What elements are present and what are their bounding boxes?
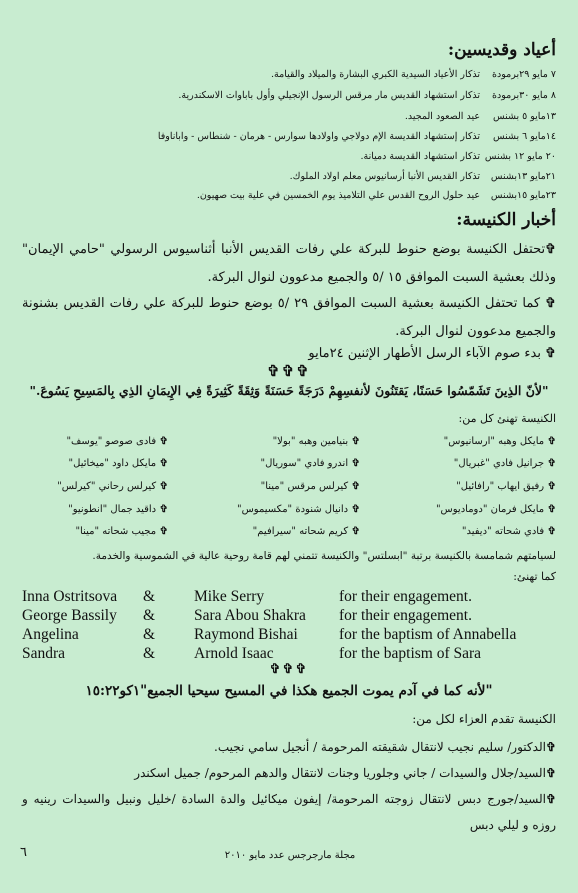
- name-a: George Bassily: [22, 607, 117, 624]
- ordinand-cell: ✞ كريم شحاته "سيرافيم": [252, 526, 360, 537]
- condolence-item: ✞السيد/جلال والسيدات / جاني وجلوريا وجنات لانتقال والدهم المرحوم/ جميل اسكندر: [134, 766, 556, 780]
- ordinand-cell: ✞ مايكل وهبه "ارسانيوس": [443, 436, 556, 447]
- occasion: for the baptism of Annabella: [339, 626, 517, 643]
- name-b: Sara Abou Shakra: [194, 607, 306, 624]
- ordinand-cell: ✞ دانيال شنودة "مكسيموس": [236, 504, 360, 515]
- cross-icon: ✞: [156, 458, 168, 469]
- cross-icon: ✞: [348, 526, 360, 537]
- name-b: Mike Serry: [194, 588, 265, 605]
- feast-date: ١٤مايو ٦ بشنس: [492, 131, 556, 142]
- condolence-item: ✞السيد/جورج دبس لانتقال زوجته المرحومة/ إيفون ميكائيل والدة السادة /خليل ونبيل والسيدات رينيه و روزه و ليلي دبس: [22, 792, 556, 832]
- ordinand-cell: ✞ فادى صوصو "يوسف": [66, 436, 168, 447]
- cross-icon: ✞: [156, 481, 168, 492]
- news-heading: أخبار الكنيسة:: [456, 210, 556, 230]
- occasion: for their engagement.: [339, 588, 472, 605]
- cross-icon: ✞: [545, 792, 556, 806]
- condolences-intro: الكنيسة تقدم العزاء لكل من:: [412, 712, 556, 726]
- ordinand-cell: ✞ جرانيل فادي "غبريال": [453, 458, 556, 469]
- cross-divider: ✞✞✞: [269, 662, 309, 677]
- ordinand-cell: ✞ بنيامين وهبه "بولا": [272, 436, 360, 447]
- congrats-intro: الكنيسة تهنئ كل من:: [458, 412, 556, 425]
- feast-date: ٢٣مايو ١٥بشنس: [490, 190, 556, 201]
- cross-icon: ✞: [545, 346, 556, 361]
- occasion: for the baptism of Sara: [339, 645, 482, 662]
- cross-icon: ✞: [348, 481, 360, 492]
- news-text: بدء صوم الآباء الرسل الأطهار الإثنين ٢٤مايو: [308, 346, 541, 361]
- ordinand-cell: ✞ رفيق ايهاب "رافائيل": [456, 481, 556, 492]
- occasion: for their engagement.: [339, 607, 472, 624]
- news-text: كما تحتفل الكنيسة بعشية السبت الموافق ٢٩ /٥ بوضع حنوط للبركة علي رفات القديس بشنونة والجميع مدعوون لنوال البركة.: [22, 296, 556, 339]
- ordinand-cell: ✞ مجيب شحاته "مينا": [75, 526, 168, 537]
- feast-date: ٨ مايو ٣٠برمودة: [492, 90, 556, 101]
- feast-date: ٢٠ مايو ١٢ بشنس: [484, 151, 556, 162]
- cross-icon: ✞: [544, 436, 556, 447]
- cross-icon: ✞: [545, 296, 556, 311]
- name-a: Angelina: [22, 626, 79, 643]
- feast-text: عيد حلول الروح القدس علي التلاميذ يوم الخمسين في علية بيت صهيون.: [196, 190, 480, 201]
- ampersand: &: [143, 645, 156, 662]
- ordinand-cell: ✞ كيرلس رحاني "كيرلس": [57, 481, 168, 492]
- ampersand: &: [143, 607, 156, 624]
- cross-icon: ✞: [544, 458, 556, 469]
- cross-icon: ✞: [348, 458, 360, 469]
- news-item: [22, 236, 556, 292]
- ampersand: &: [143, 588, 156, 605]
- magazine-footer: مجلة مارجرجس عدد مايو ٢٠١٠: [224, 850, 356, 861]
- cross-icon: ✞: [348, 504, 360, 515]
- ampersand: &: [143, 626, 156, 643]
- ordinand-cell: ✞ كيرلس مرقس "مينا": [260, 481, 360, 492]
- feast-text: تذكار استشهاد القديسة دميانة.: [360, 151, 480, 162]
- verse-quote: "لأنّ الذِينَ تَشَمّسُوا حَسَنًا، يَقتَنُونَ لأنفسِهِمْ دَرَجَةً حَسَنَةً وَثِقَةً كَثِيرَةً فِي الإِيمَانِ الذِي بِالمَسِيحِ يَسُوعَ.": [29, 383, 549, 398]
- feasts-heading: أعياد وقديسين:: [447, 40, 556, 60]
- feast-text: تذكار القديس الأنبا أرسانيوس معلم اولاد الملوك.: [289, 171, 480, 182]
- ordinand-cell: ✞ مايكل فرمان "دوماديوس": [435, 504, 556, 515]
- news-text: تحتفل الكنيسة بوضع حنوط للبركة علي رفات القديس الأنبا أثناسيوس الرسولي "حامي الإيمان" وذلك بعشية السبت الموافق ١٥ /٥ والجميع مدعوون لنوال البركة.: [22, 242, 556, 285]
- name-b: Raymond Bishai: [194, 626, 298, 643]
- feast-date: ٢١مايو ١٣بشنس: [490, 171, 556, 182]
- feast-text: تذكار إستشهاد القديسة الإم دولاجي واولادها سوارس - هرمان - شنطاس - واباناوفا: [157, 131, 480, 142]
- feast-text: عيد الصعود المجيد.: [404, 111, 480, 122]
- cross-icon: ✞: [156, 504, 168, 515]
- condolence-item: ✞الدكتور/ سليم نجيب لانتقال شقيقته المرحومة / أنجيل سامي نجيب.: [214, 740, 556, 754]
- cross-icon: ✞: [348, 436, 360, 447]
- name-a: Sandra: [22, 645, 66, 662]
- feast-date: ٧ مايو ٢٩برمودة: [492, 69, 556, 80]
- name-a: Inna Ostritsova: [22, 588, 118, 605]
- cross-icon: ✞: [544, 504, 556, 515]
- ordinand-cell: ✞ اندرو فادي "سوريال": [260, 458, 360, 469]
- verse-quote: "لأنه كما في آدم يموت الجميع هكذا في المسيح سيحيا الجميع"١كو١٥:٢٢: [85, 683, 493, 699]
- cross-icon: ✞: [544, 526, 556, 537]
- ordinand-cell: ✞ داقيد جمال "انطونيو": [68, 504, 168, 515]
- page-number: ٦: [20, 845, 27, 860]
- congrats-also: كما تهنئ:: [513, 570, 556, 583]
- congrats-outro: لسيامتهم شمامسة بالكنيسة برتبة "ابسلتس" والكنيسة تتمني لهم قامة روحية عالية في الشموسية والخدمة.: [92, 550, 556, 562]
- cross-icon: ✞: [545, 740, 556, 754]
- feast-text: تذكار الأعياد السيدية الكبري البشارة والميلاد والقيامة.: [271, 69, 480, 80]
- cross-icon: ✞: [544, 481, 556, 492]
- news-item: [22, 290, 556, 346]
- cross-icon: ✞: [156, 436, 168, 447]
- cross-icon: ✞: [545, 242, 556, 257]
- feast-date: ١٣مايو ٥ بشنس: [492, 111, 556, 122]
- feast-text: تذكار استشهاد القديس مار مرقس الرسول الإنجيلي وأول باباوات الاسكندرية.: [178, 90, 480, 101]
- ordinand-cell: ✞ فادي شحاته "ديفيد": [461, 526, 556, 537]
- cross-icon: ✞: [156, 526, 168, 537]
- cross-divider: ✞✞✞: [267, 362, 311, 380]
- cross-icon: ✞: [545, 766, 556, 780]
- name-b: Arnold Isaac: [194, 645, 274, 662]
- ordinand-cell: ✞ مايكل داود "ميخائيل": [68, 458, 168, 469]
